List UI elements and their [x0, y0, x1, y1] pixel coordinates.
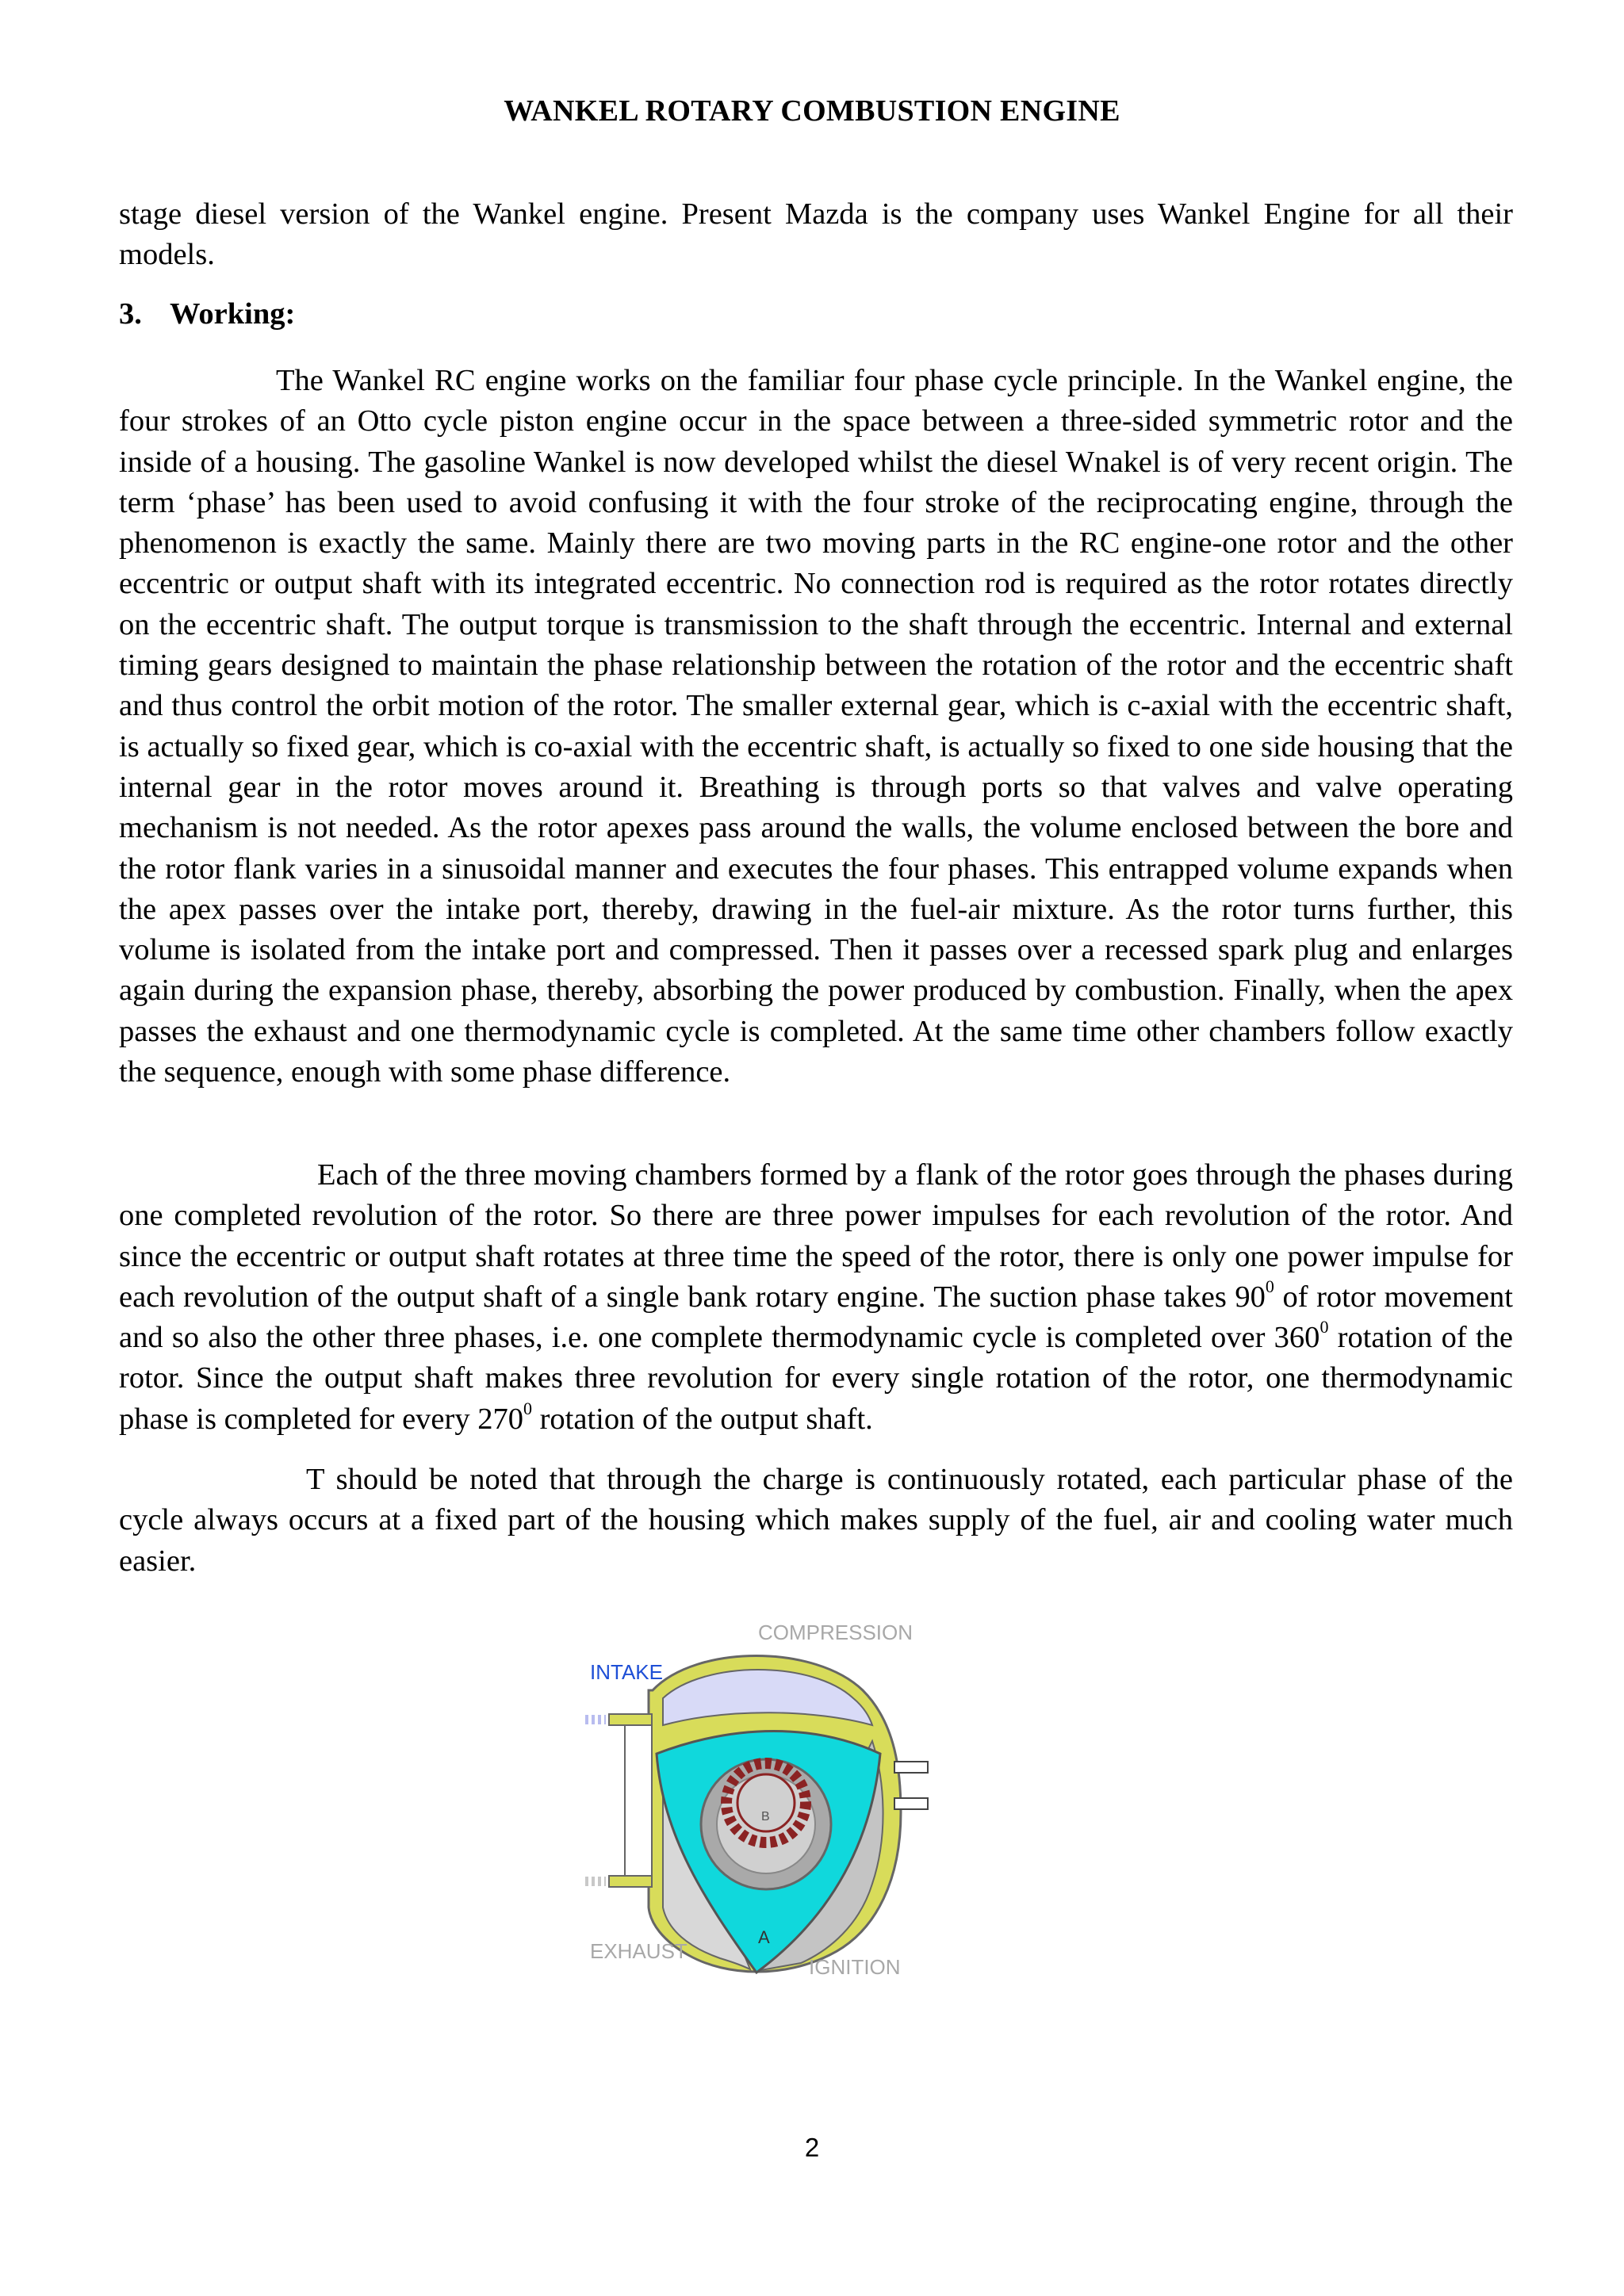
degree-superscript: 0: [1320, 1317, 1329, 1337]
spark-plug-top: [894, 1762, 928, 1773]
page-number: 2: [804, 2133, 820, 2162]
ignition-label: IGNITION: [809, 1955, 901, 1979]
running-header: WANKEL ROTARY COMBUSTION ENGINE: [504, 94, 1120, 128]
section-title: Working:: [170, 297, 296, 331]
paragraph-working-3: [119, 1460, 1513, 1582]
spark-plug-bottom: [894, 1798, 928, 1809]
section-number: 3.: [119, 297, 142, 331]
paragraph-segment: of rotor movement and so also the other three phases, i.e. one complete thermodynamic cycle is completed over 360: [119, 1280, 1513, 1355]
port-channel: [625, 1725, 652, 1876]
paragraph-segment: rotation of the rotor. Since the output shaft makes three revolution for every single rotation of the rotor, one thermodynamic phase is completed for every 270: [119, 1321, 1513, 1436]
exhaust-label: EXHAUST: [590, 1939, 688, 1963]
wankel-engine-diagram: [577, 1614, 942, 1995]
intro-paragraph: [119, 194, 1513, 276]
paragraph-text: [119, 1155, 1513, 1440]
compression-label: COMPRESSION: [758, 1621, 914, 1644]
paragraph-working-2: [119, 1155, 1513, 1440]
point-b-label: B: [761, 1810, 770, 1823]
intake-label: INTAKE: [590, 1660, 663, 1684]
paragraph-text: T should be noted that through the charge is continuously rotated, each particular phase of the cycle always occurs at a fixed part of the housing which makes supply of the fuel, air and cooling water much easier.: [119, 1463, 1513, 1578]
paragraph-segment: rotation of the output shaft.: [531, 1402, 873, 1436]
apex-a-label: A: [758, 1927, 770, 1947]
degree-superscript: 0: [1265, 1276, 1274, 1297]
paragraph-text: The Wankel RC engine works on the familiar four phase cycle principle. In the Wankel engine, the four strokes of an Otto cycle piston engine occur in the space between a three-sided symmetric rotor and the inside of a housing. The gasoline Wankel is now developed whilst the diesel Wnakel is of very recent origin. The term ‘phase’ has been used to avoid confusing it with the four stroke of the reciprocating engine, through the phenomenon is exactly the same. Mainly there are two moving parts in the RC engine-one rotor and the other eccentric or output shaft with its integrated eccentric. No connection rod is required as the rotor rotates directly on the eccentric shaft. The output torque is transmission to the shaft through the eccentric. Internal and external timing gears designed to maintain the phase relationship between the rotation of the rotor and the eccentric shaft and thus control the orbit motion of the rotor. The smaller external gear, which is c-axial with the eccentric shaft, is actually so fixed gear, which is co-axial with the eccentric shaft, is actually so fixed to one side housing that the internal gear in the rotor moves around it. Breathing is through ports so that valves and valve operating mechanism is not needed. As the rotor apexes pass around the walls, the volume enclosed between the bore and the rotor flank varies in a sinusoidal manner and executes the four phases. This entrapped volume expands when the apex passes over the intake port, thereby, drawing in the fuel-air mixture. As the rotor turns further, this volume is isolated from the intake port and compressed. Then it passes over a recessed spark plug and enlarges again during the expansion phase, thereby, absorbing the power produced by combustion. Finally, when the apex passes the exhaust and one thermodynamic cycle is completed. At the same time other chambers follow exactly the sequence, enough with some phase difference.: [119, 364, 1513, 1089]
paragraph-segment: Each of the three moving chambers formed by a flank of the rotor goes through the phases during one completed revolution of the rotor. So there are three power impulses for each revolution of the rotor. And since the eccentric or output shaft rotates at three time the speed of the rotor, there is only one power impulse for each revolution of the output shaft of a single bank rotary engine. The suction phase takes 90: [119, 1158, 1513, 1314]
degree-superscript: 0: [523, 1398, 532, 1418]
intro-text: stage diesel version of the Wankel engine. Present Mazda is the company uses Wankel Engine for all their models.: [119, 197, 1513, 272]
paragraph-working-1: [119, 361, 1513, 1093]
exhaust-port: [609, 1876, 652, 1887]
section-heading: [119, 297, 295, 331]
intake-port: [609, 1714, 652, 1725]
